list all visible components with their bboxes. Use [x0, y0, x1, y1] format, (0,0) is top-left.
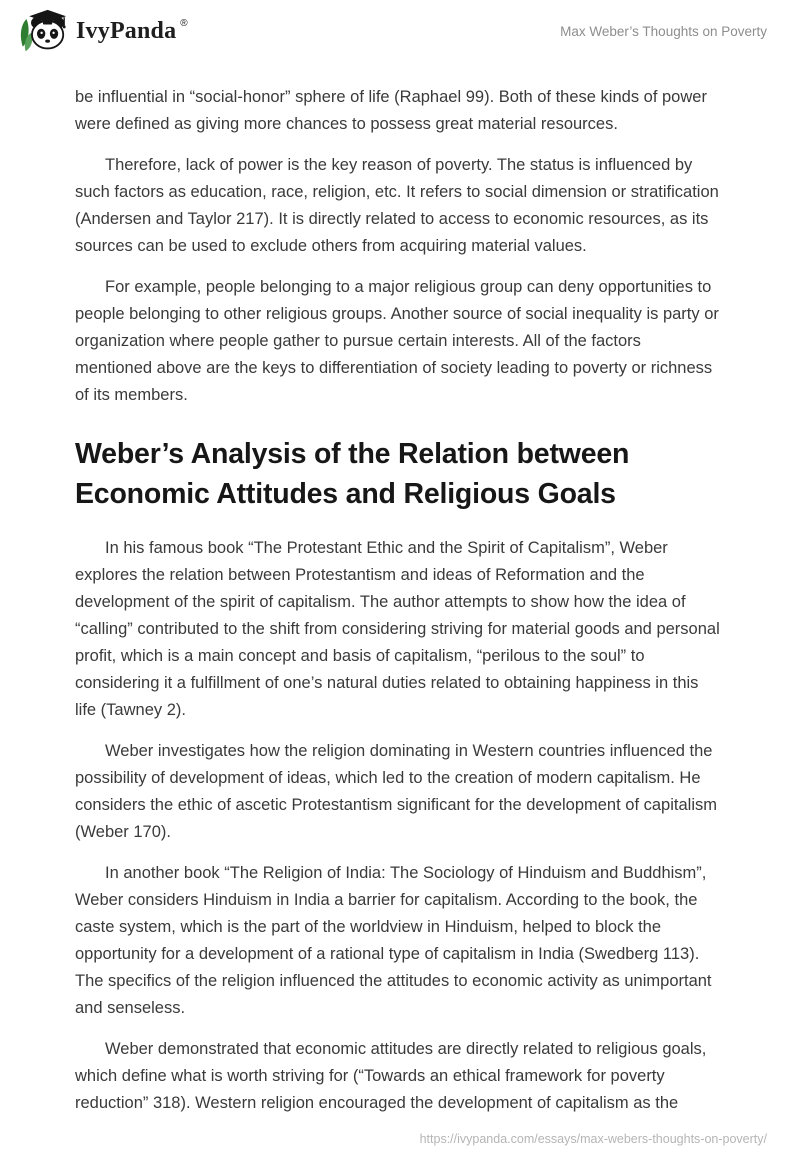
paragraph: In another book “The Religion of India: The Sociology of Hinduism and Buddhism”, Weber considers Hinduism in India a barrier for capitalism. According to the book, the caste system, which is the part of the worldview in Hinduism, helped to block the opportunity for a development of a rational type of capitalism in India (Swedberg 113). The specifics of the religion influenced the attitudes to economic activity as unimportant and senseless.	[75, 864, 712, 1017]
brand-name[interactable]: IvyPanda	[76, 17, 177, 44]
paragraph: Therefore, lack of power is the key reason of poverty. The status is influenced by such factors as education, race, religion, etc. It refers to social dimension or stratification (Andersen and Taylor 217). It is directly related to access to economic resources, as its sources can be used to exclude others from acquiring material values.	[75, 156, 719, 255]
source-url-link[interactable]: https://ivypanda.com/essays/max-webers-thoughts-on-poverty/	[419, 1132, 767, 1146]
registered-trademark-symbol: ®	[180, 18, 188, 29]
paragraph-continuation: be influential in “social-honor” sphere of life (Raphael 99). Both of these kinds of power were defined as giving more chances to possess great material resources.	[75, 88, 707, 133]
ivypanda-panda-logo-icon	[18, 8, 68, 54]
brand[interactable]	[18, 8, 188, 54]
paragraph: Weber demonstrated that economic attitudes are directly related to religious goals, which define what is worth striving for (“Towards an ethical framework for poverty reduction” 318). Western religion encouraged the development of capitalism as the	[75, 1040, 707, 1112]
article-content	[0, 62, 800, 1117]
paragraph: In his famous book “The Protestant Ethic and the Spirit of Capitalism”, Weber explores the relation between Protestantism and ideas of Reformation and the development of the spirit of capitalism. The author attempts to show how the idea of “calling” contributed to the shift from considering striving for material goods and personal profit, which is a main concept and basis of capitalism, “perilous to the soul” to considering it a fulfillment of one’s natural duties related to obtaining happiness in this life (Tawney 2).	[75, 539, 720, 719]
document-title: Max Weber’s Thoughts on Poverty	[560, 23, 767, 39]
section-heading: Weber’s Analysis of the Relation between Economic Attitudes and Religious Goals	[75, 438, 630, 510]
page-footer	[420, 1130, 767, 1148]
paragraph: For example, people belonging to a major religious group can deny opportunities to people belonging to other religious groups. Another source of social inequality is party or organization where people gather to pursue certain interests. All of the factors mentioned above are the keys to differentiation of society leading to poverty or richness of its members.	[75, 278, 719, 404]
paragraph: Weber investigates how the religion dominating in Western countries influenced the possibility of development of ideas, which led to the creation of modern capitalism. He considers the ethic of ascetic Protestantism significant for the development of capitalism (Weber 170).	[75, 742, 717, 841]
page-header	[0, 0, 800, 62]
